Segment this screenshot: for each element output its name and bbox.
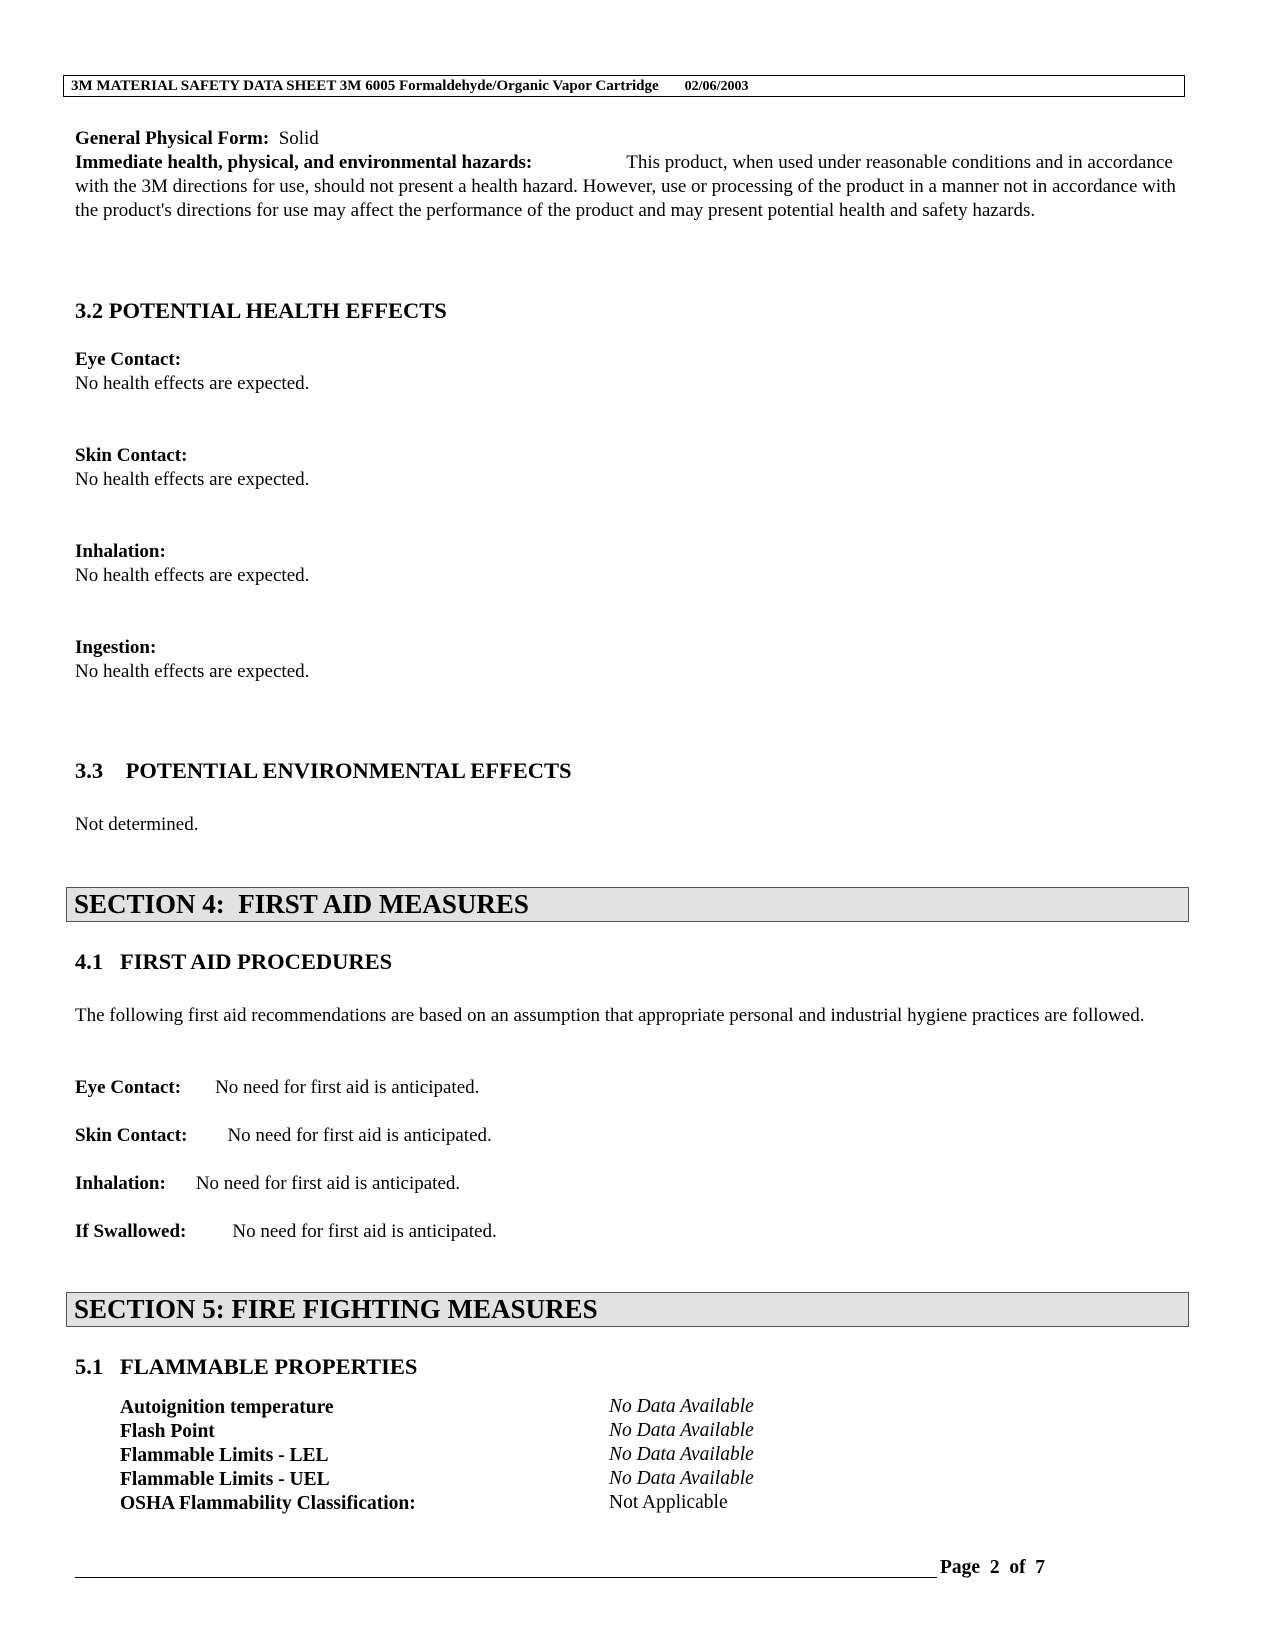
flammable-row-label: Flash Point xyxy=(120,1421,215,1442)
first-aid-eye-label: Eye Contact: xyxy=(75,1077,182,1098)
flammable-row-label: Autoignition temperature xyxy=(120,1397,334,1418)
heading-5-1: 5.1 FLAMMABLE PROPERTIES xyxy=(75,1354,418,1379)
first-aid-inhalation-label: Inhalation: xyxy=(75,1173,166,1194)
section-4-bar xyxy=(66,887,1189,922)
section-5-bar xyxy=(66,1292,1189,1327)
first-aid-inhalation-text: No need for first aid is anticipated. xyxy=(195,1173,461,1194)
heading-4-1: 4.1 FIRST AID PROCEDURES xyxy=(75,949,393,974)
section-5-title: SECTION 5: FIRE FIGHTING MEASURES xyxy=(74,1294,598,1324)
health-ingestion-text: No health effects are expected. xyxy=(75,661,310,682)
page-number: Page 2 of 7 xyxy=(940,1557,1046,1578)
flammable-row-label: OSHA Flammability Classification: xyxy=(120,1493,416,1514)
document-date: 02/06/2003 xyxy=(684,79,749,94)
heading-3-3: 3.3 POTENTIAL ENVIRONMENTAL EFFECTS xyxy=(75,758,572,783)
health-eye-label: Eye Contact: xyxy=(75,349,182,370)
flammable-row-label: Flammable Limits - LEL xyxy=(120,1445,329,1466)
first-aid-swallowed-row xyxy=(75,1220,497,1244)
physical-form-line xyxy=(75,127,319,151)
flammable-row-value: No Data Available xyxy=(609,1444,754,1465)
first-aid-skin-label: Skin Contact: xyxy=(75,1125,188,1146)
document-header xyxy=(63,75,1185,97)
first-aid-eye-row xyxy=(75,1076,479,1100)
first-aid-skin-text: No need for first aid is anticipated. xyxy=(227,1125,492,1146)
first-aid-swallowed-label: If Swallowed: xyxy=(75,1221,187,1242)
first-aid-swallowed-text: No need for first aid is anticipated. xyxy=(232,1221,497,1242)
first-aid-skin-row xyxy=(75,1124,492,1148)
flammable-row-value: No Data Available xyxy=(609,1468,754,1489)
health-skin-text: No health effects are expected. xyxy=(75,469,310,490)
first-aid-inhalation-row xyxy=(75,1172,460,1196)
health-eye-text: No health effects are expected. xyxy=(75,373,310,394)
environmental-effects-text: Not determined. xyxy=(75,814,199,835)
flammable-row-value: No Data Available xyxy=(609,1420,754,1441)
physical-form-value: Solid xyxy=(278,128,319,149)
section-4-title: SECTION 4: FIRST AID MEASURES xyxy=(74,889,529,919)
hazards-label: Immediate health, physical, and environmental hazards: xyxy=(75,152,533,173)
health-skin-label: Skin Contact: xyxy=(75,445,188,466)
document-title: 3M MATERIAL SAFETY DATA SHEET 3M 6005 Formaldehyde/Organic Vapor Cartridge xyxy=(71,78,659,94)
flammable-row-label: Flammable Limits - UEL xyxy=(120,1469,330,1490)
footer-rule xyxy=(75,1577,937,1578)
hazards-text: This product, when used under reasonable conditions and in accordance with the 3M directions for use, should not present a health hazard. However, use or processing of the product in a manner not in accordance with the product's directions for use may affect the performance of the product and may present potential health and safety hazards. xyxy=(75,152,1176,221)
flammable-row-value: Not Applicable xyxy=(609,1492,728,1513)
hazards-paragraph xyxy=(75,151,1200,223)
health-inhalation-text: No health effects are expected. xyxy=(75,565,310,586)
health-ingestion-label: Ingestion: xyxy=(75,637,157,658)
first-aid-eye-text: No need for first aid is anticipated. xyxy=(215,1077,480,1098)
first-aid-intro: The following first aid recommendations are based on an assumption that appropriate personal and industrial hygiene practices are followed. xyxy=(75,1005,1145,1026)
heading-3-2: 3.2 POTENTIAL HEALTH EFFECTS xyxy=(75,298,447,323)
health-inhalation-label: Inhalation: xyxy=(75,541,166,562)
flammable-row-value: No Data Available xyxy=(609,1396,754,1417)
physical-form-label: General Physical Form: xyxy=(75,128,270,149)
